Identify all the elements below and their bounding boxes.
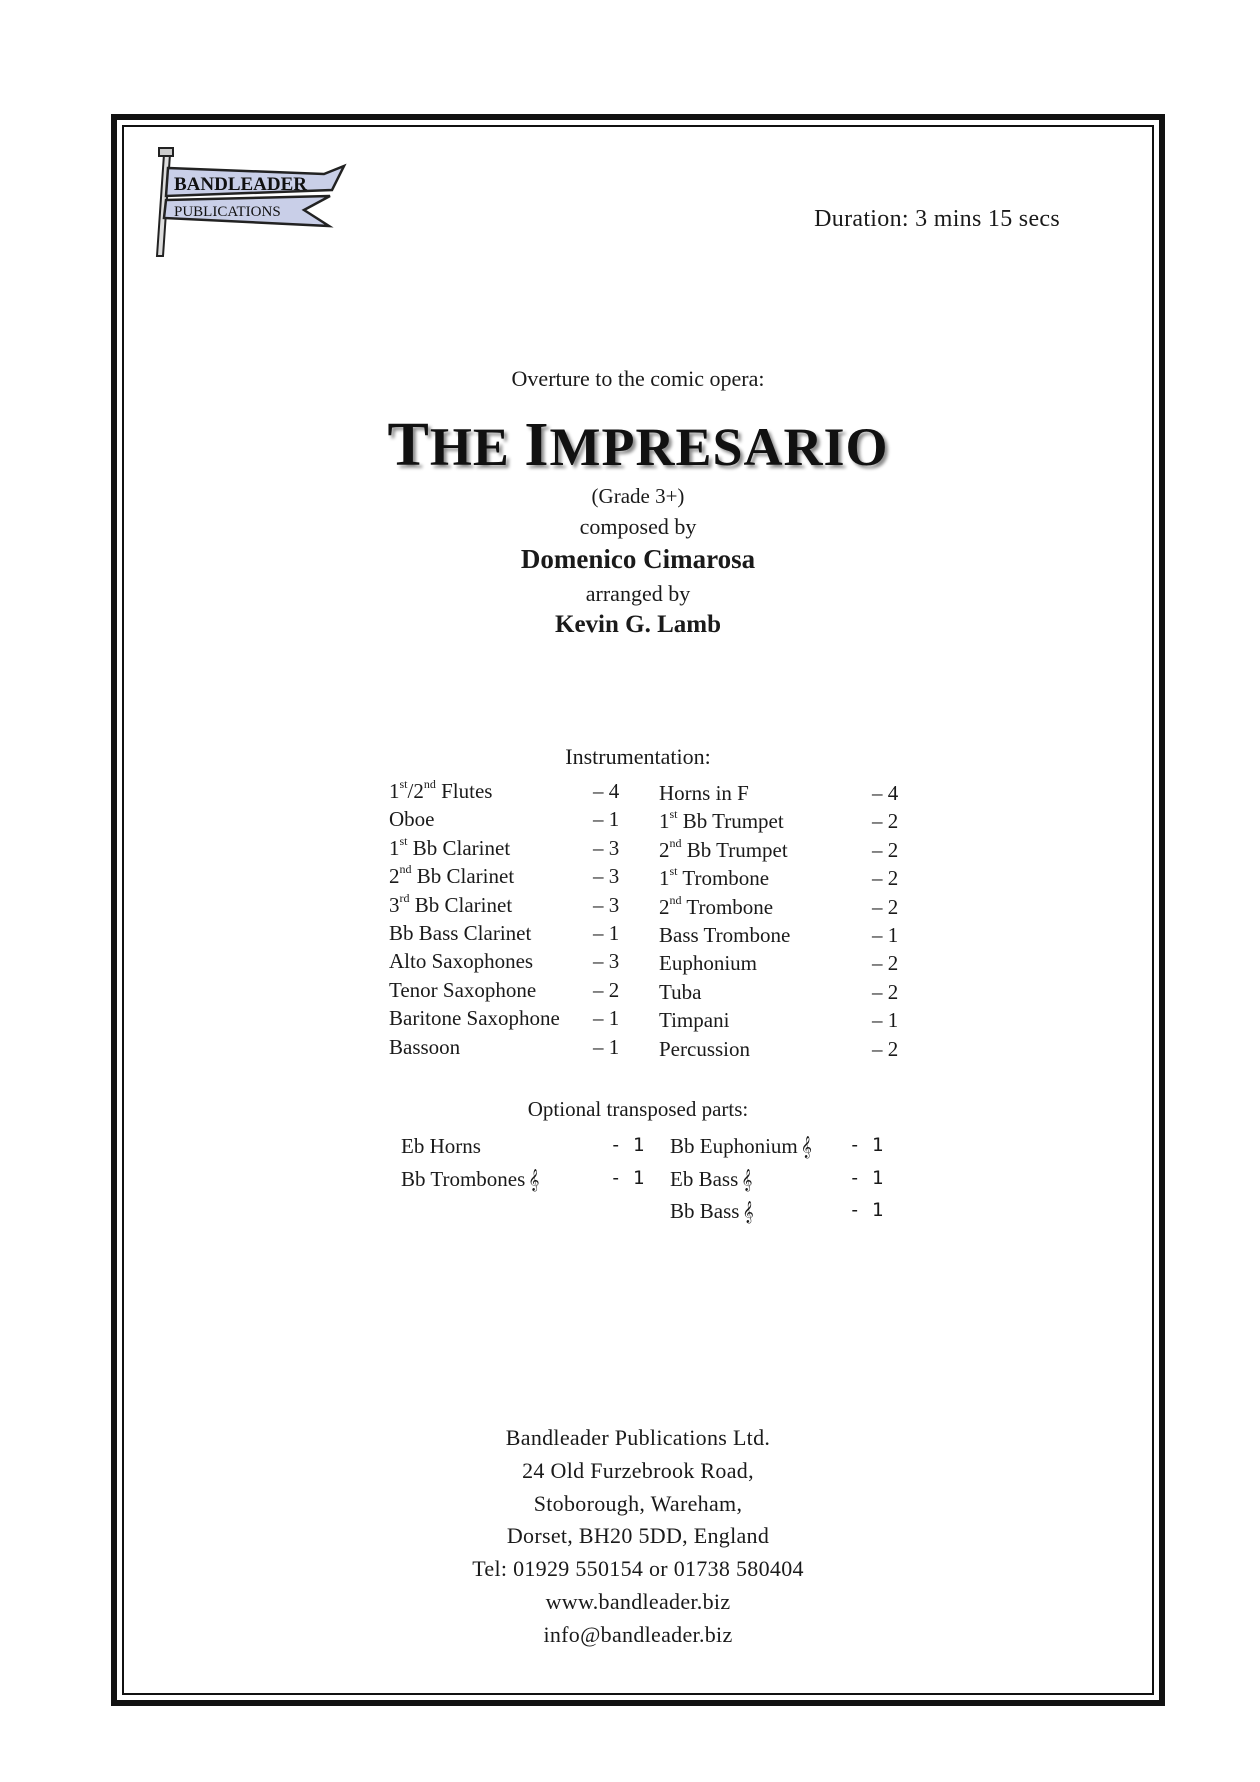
ordinal-suffix: rd	[399, 890, 410, 905]
instrument-count: – 1	[593, 920, 620, 945]
instrument-count: – 1	[593, 1034, 620, 1059]
instrument-label: Bb Clarinet	[409, 892, 513, 917]
instrument-row	[389, 890, 629, 921]
instrument-count: – 4	[872, 781, 899, 805]
instrument-name	[389, 890, 513, 917]
ordinal-suffix: st	[399, 833, 408, 848]
arranged-by-label: arranged by	[585, 581, 691, 606]
instrumentation-heading: Instrumentation:	[565, 744, 711, 769]
instrument-count: – 2	[872, 809, 899, 834]
treble-clef-icon: 𝄞	[800, 1136, 812, 1158]
instrument-label: Tuba	[659, 979, 702, 1004]
instrument-label: Timpani	[659, 1008, 730, 1033]
composer-name: Domenico Cimarosa	[520, 544, 756, 574]
ordinal-number: 1	[659, 809, 670, 834]
instrument-count: – 3	[593, 864, 620, 889]
instrument-name	[659, 980, 701, 1004]
instrument-name	[659, 835, 788, 862]
separator: /	[407, 779, 414, 803]
instrument-row	[659, 923, 909, 951]
title-rest-1: HE	[429, 417, 510, 477]
optional-part-row	[670, 1167, 910, 1200]
instrument-count: – 1	[593, 807, 620, 832]
instrument-name	[389, 807, 435, 831]
optional-part-name: Bb Bass	[670, 1199, 740, 1223]
instrument-label: Bass Trombone	[659, 922, 791, 947]
instrument-row	[659, 892, 909, 923]
instrument-name	[389, 978, 536, 1002]
instrument-name	[659, 781, 749, 805]
instrument-label: Alto Saxophones	[389, 949, 534, 974]
title-initial-1: T	[387, 411, 430, 479]
instrument-row	[659, 1037, 909, 1065]
overture-subtitle: Overture to the comic opera:	[511, 366, 765, 391]
instrument-label: Bb Bass Clarinet	[389, 920, 532, 945]
instrument-name	[389, 779, 492, 803]
duration: Duration: 3 mins 15 secs	[814, 206, 1060, 232]
optional-part-name: Bb Euphonium	[670, 1134, 798, 1158]
instrument-label: Baritone Saxophone	[389, 1006, 560, 1031]
ordinal-number: 2	[413, 779, 424, 803]
instrument-label: Oboe	[389, 807, 435, 832]
grade: (Grade 3+)	[591, 484, 685, 508]
instrument-list-right	[659, 781, 909, 1065]
instrument-label: Euphonium	[659, 951, 757, 976]
treble-clef-icon: 𝄞	[528, 1168, 540, 1191]
address-company: Bandleader Publications Ltd.	[505, 1425, 771, 1450]
instrument-count: – 1	[593, 1006, 620, 1031]
instrument-name	[659, 951, 757, 975]
instrument-count: – 3	[593, 892, 620, 917]
ordinal-number: 2	[659, 837, 670, 862]
optional-part-name: Bb Trombones	[401, 1166, 526, 1191]
address-town: Stoborough, Wareham,	[533, 1490, 743, 1516]
optional-part-row	[401, 1134, 645, 1167]
logo-line2: PUBLICATIONS	[174, 204, 281, 220]
title-initial-2: I	[524, 411, 550, 479]
instrument-count: – 2	[872, 951, 899, 976]
instrument-name	[659, 866, 769, 890]
address-region: Dorset, BH20 5DD, England	[506, 1523, 770, 1549]
instrument-list-left	[389, 779, 629, 1063]
instrument-label: Trombone	[681, 894, 774, 919]
address-tel: Tel: 01929 550154 or 01738 580404	[472, 1556, 804, 1582]
bandleader-logo	[144, 144, 369, 260]
instrument-label: Bb Trumpet	[681, 837, 788, 862]
instrument-row	[389, 949, 629, 977]
optional-parts-heading: Optional transposed parts:	[527, 1097, 749, 1121]
instrument-name	[659, 892, 774, 919]
instrument-row	[659, 781, 909, 809]
instrument-label: Flutes	[435, 779, 493, 803]
composed-by-label: composed by	[579, 514, 697, 539]
optional-part-count: - 1	[610, 1166, 645, 1189]
instrument-count: – 2	[872, 979, 899, 1004]
instrument-name	[389, 864, 514, 888]
instrument-label: Bassoon	[389, 1034, 461, 1059]
instrument-row	[659, 809, 909, 837]
ordinal-number: 3	[389, 892, 400, 917]
treble-clef-icon: 𝄞	[741, 1168, 753, 1191]
instrument-row	[389, 1006, 629, 1034]
optional-list-left	[401, 1134, 645, 1199]
ordinal-number: 2	[659, 894, 670, 919]
ordinal-suffix: nd	[423, 777, 436, 791]
instrument-name	[659, 809, 784, 833]
instrument-row	[659, 835, 909, 866]
instrument-count: – 3	[593, 949, 620, 974]
instrument-row	[389, 807, 629, 835]
instrument-count: – 2	[872, 866, 899, 891]
ordinal-suffix: st	[669, 807, 678, 822]
publisher-address	[122, 1422, 1154, 1652]
instrument-name	[659, 923, 790, 947]
instrument-row	[389, 864, 629, 892]
ordinal-number: 2	[389, 864, 400, 889]
address-street: 24 Old Furzebrook Road,	[522, 1457, 754, 1483]
instrument-row	[389, 779, 629, 807]
ordinal-suffix: st	[399, 777, 408, 791]
instrument-label: Percussion	[659, 1036, 750, 1061]
optional-part-count: - 1	[849, 1199, 884, 1221]
instrument-count: – 1	[872, 1008, 899, 1033]
instrument-count: – 2	[872, 894, 899, 919]
optional-part-row	[670, 1199, 910, 1232]
instrument-name	[659, 1008, 729, 1032]
instrument-row	[389, 978, 629, 1006]
ordinal-number: 1	[389, 779, 400, 803]
ordinal-suffix: nd	[669, 892, 682, 907]
optional-list-right	[670, 1134, 910, 1232]
optional-part-row	[401, 1166, 645, 1200]
instrument-count: – 2	[872, 1036, 899, 1061]
page-title	[122, 410, 1154, 481]
instrument-name	[389, 921, 531, 945]
instrument-count: – 1	[872, 922, 899, 947]
instrument-row	[389, 1035, 629, 1063]
instrument-label: Bb Clarinet	[407, 835, 511, 860]
optional-part-count: - 1	[610, 1134, 645, 1156]
instrument-name	[389, 949, 533, 973]
instrument-row	[659, 866, 909, 894]
logo-line1: BANDLEADER	[174, 174, 308, 195]
instrument-name	[659, 1037, 750, 1061]
instrument-row	[659, 1008, 909, 1036]
instrument-row	[659, 951, 909, 979]
instrument-label: Tenor Saxophone	[389, 977, 537, 1002]
instrument-count: – 3	[593, 835, 620, 860]
title-rest-2: MPRESARIO	[549, 417, 889, 477]
instrument-name	[389, 833, 511, 860]
treble-clef-icon: 𝄞	[742, 1201, 754, 1223]
address-web[interactable]: www.bandleader.biz	[545, 1588, 731, 1614]
optional-part-row	[670, 1134, 910, 1167]
instrument-label: Bb Clarinet	[411, 864, 515, 889]
optional-part-name: Eb Horns	[401, 1134, 481, 1158]
instrument-label: Bb Trumpet	[677, 809, 784, 834]
instrument-row	[389, 833, 629, 864]
arranger-name: Kevin G. Lamb	[555, 611, 721, 638]
ordinal-suffix: nd	[669, 835, 682, 850]
ordinal-suffix: nd	[399, 862, 412, 877]
instrument-row	[389, 921, 629, 949]
optional-part-count: - 1	[849, 1134, 884, 1156]
ordinal-number: 1	[659, 866, 670, 891]
instrument-count: – 2	[872, 837, 899, 862]
ordinal-suffix: st	[669, 864, 678, 879]
ordinal-number: 1	[389, 835, 400, 860]
optional-part-name: Eb Bass	[670, 1166, 739, 1191]
address-email[interactable]: info@bandleader.biz	[543, 1621, 733, 1647]
instrument-count: – 2	[593, 977, 620, 1002]
optional-part-count: - 1	[849, 1166, 884, 1189]
instrument-name	[389, 1035, 460, 1059]
instrument-label: Trombone	[677, 866, 770, 891]
instrument-count: – 4	[593, 779, 620, 803]
instrument-name	[389, 1006, 560, 1030]
instrument-label: Horns in F	[659, 781, 749, 805]
instrument-row	[659, 980, 909, 1008]
